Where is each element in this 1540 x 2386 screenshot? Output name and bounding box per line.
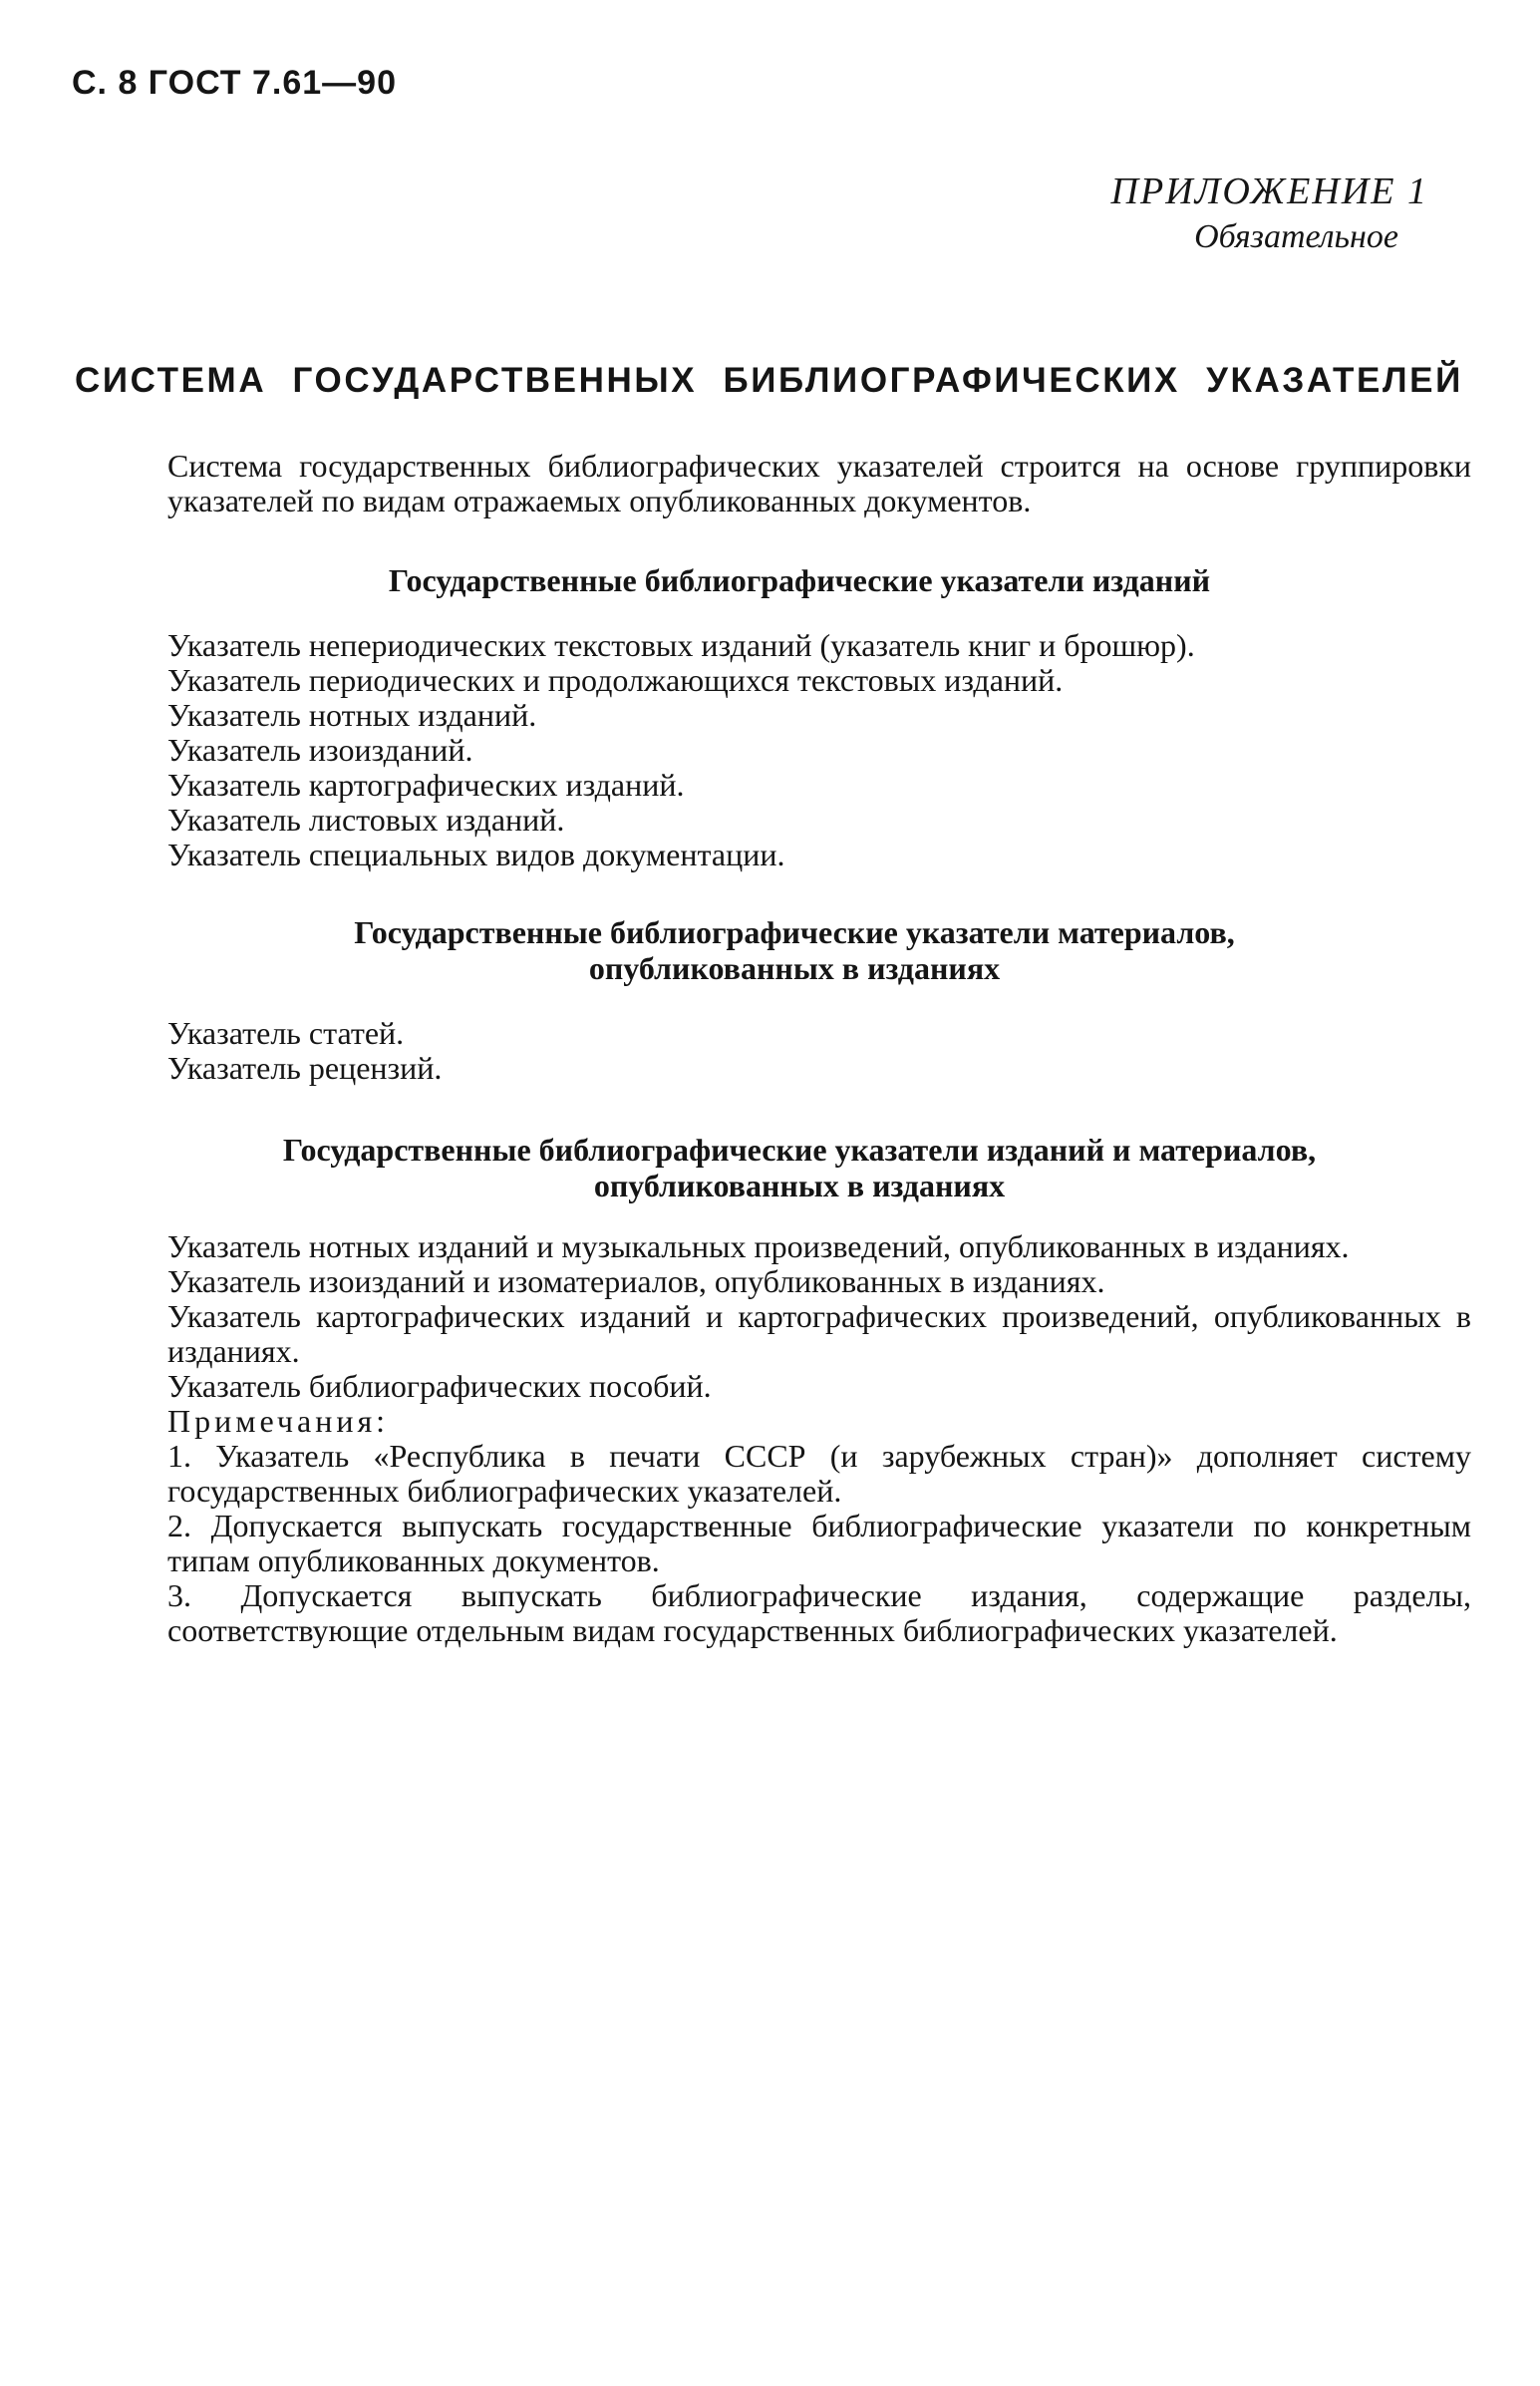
list-item: Указатель статей. [167, 1015, 405, 1051]
intro-paragraph: Система государственных библиографических указателей строится на основе группировки указателей по видам отражаемых опубликованных документов. [167, 448, 1471, 518]
list-item: Указатель нотных изданий и музыкальных произведений, опубликованных в изданиях. [167, 1228, 1350, 1264]
document-body [167, 439, 1471, 1648]
note-item: 2. Допускается выпускать государственные библиографические указатели по конкретным типам опубликованных документов. [167, 1508, 1471, 1578]
list-item: Указатель листовых изданий. [167, 802, 565, 838]
notes-block [167, 1404, 1471, 1648]
list-item: Указатель периодических и продолжающихся текстовых изданий. [167, 662, 1064, 698]
section-editions [167, 562, 1471, 872]
section-title: Государственные библиографические указатели изданий [388, 562, 1211, 598]
appendix-status: Обязательное [1194, 218, 1398, 255]
list-item: Указатель библиографических пособий. [167, 1368, 712, 1404]
list-item: Указатель картографических изданий и картографических произведений, опубликованных в изданиях. [167, 1298, 1471, 1369]
note-item: 1. Указатель «Республика в печати СССР (и зарубежных стран)» дополняет систему государственных библиографических указателей. [167, 1438, 1471, 1509]
section-title-line2: опубликованных в изданиях [588, 950, 1001, 986]
list-item: Указатель специальных видов документации. [167, 837, 785, 872]
notes-heading: Примечания: [167, 1403, 390, 1439]
section-title-line1: Государственные библиографические указатели материалов, [354, 914, 1235, 950]
note-item: 3. Допускается выпускать библиографические издания, содержащие разделы, соответствующие отдельным видам государственных библиографических указателей. [167, 1577, 1471, 1648]
section-title-line1: Государственные библиографические указатели изданий и материалов, [282, 1132, 1317, 1168]
appendix-block [1111, 168, 1428, 259]
appendix-label: ПРИЛОЖЕНИЕ 1 [1110, 170, 1428, 212]
section-title-line2: опубликованных в изданиях [593, 1168, 1006, 1203]
section-editions-and-materials [167, 1132, 1471, 1404]
list-item: Указатель изоизданий. [167, 732, 473, 768]
list-item: Указатель нотных изданий. [167, 697, 537, 733]
list-item: Указатель рецензий. [167, 1050, 443, 1086]
list-item: Указатель картографических изданий. [167, 767, 685, 803]
main-title: СИСТЕМА ГОСУДАРСТВЕННЫХ БИБЛИОГРАФИЧЕСКИХ УКАЗАТЕЛЕЙ [75, 361, 1463, 400]
list-item: Указатель непериодических текстовых изданий (указатель книг и брошюр). [167, 627, 1195, 663]
list-item: Указатель изоизданий и изоматериалов, опубликованных в изданиях. [167, 1263, 1105, 1299]
section-materials [167, 914, 1471, 1086]
page-header: С. 8 ГОСТ 7.61—90 [72, 64, 397, 102]
